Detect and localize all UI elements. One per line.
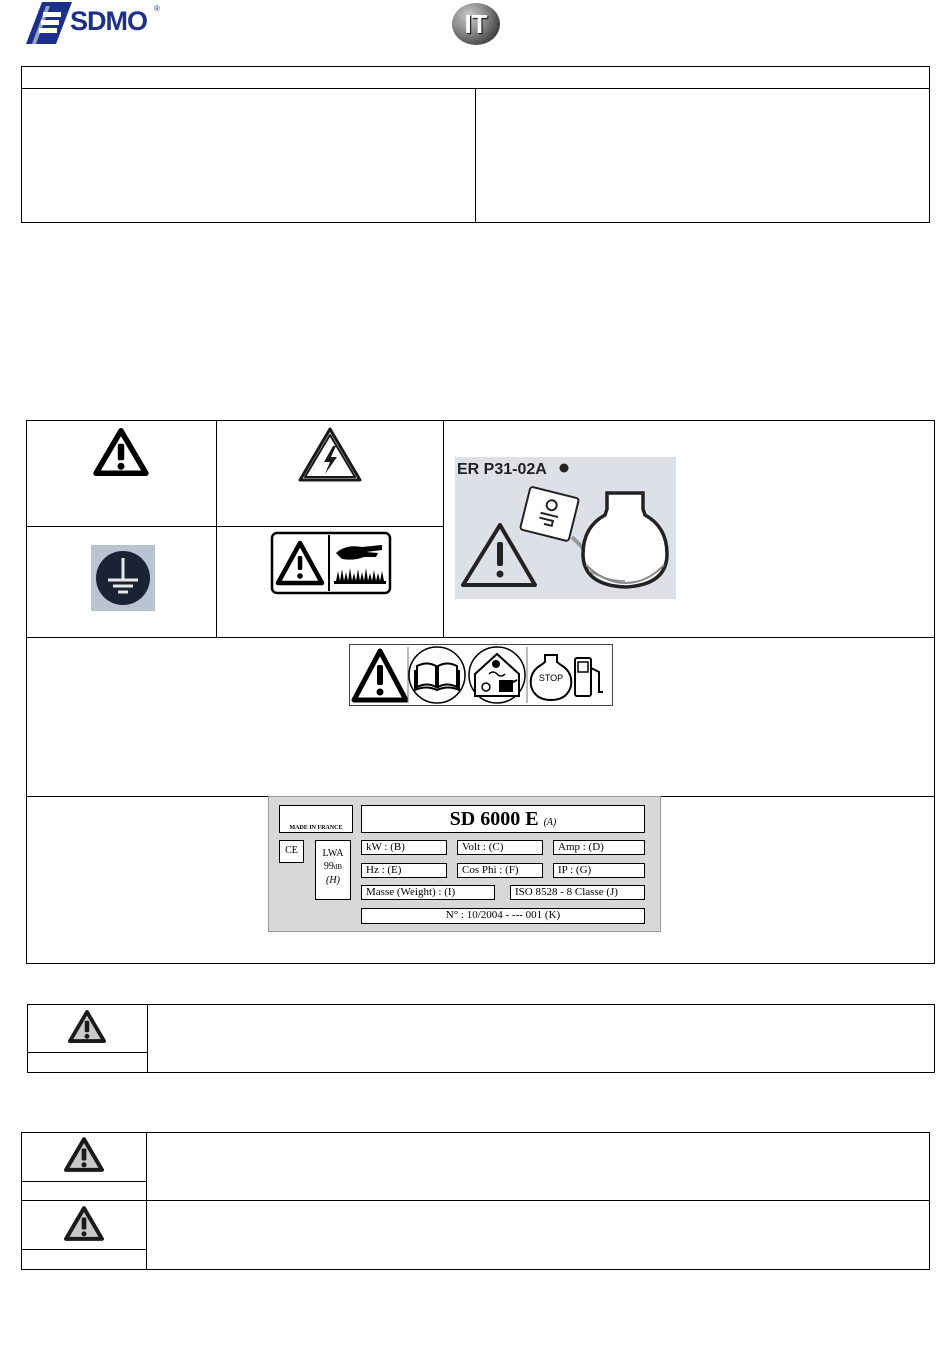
- logo-text: SDMO: [70, 6, 147, 36]
- hot-surface-icon: [270, 531, 392, 595]
- oil-level-hazard-label: [455, 457, 676, 599]
- cosphi-field: Cos Phi : (F): [457, 863, 543, 878]
- sdmo-logo: [26, 2, 166, 44]
- high-voltage-icon: [297, 426, 363, 484]
- symbols-divider-1: [216, 420, 217, 637]
- model-value: SD 6000 E: [449, 808, 539, 830]
- model-name: [361, 805, 645, 833]
- serial-field: N° : 10/2004 - --- 001 (K): [361, 908, 645, 924]
- warning-table-2-column: [146, 1132, 147, 1270]
- warning-table-2-row-b: [21, 1249, 146, 1250]
- symbols-divider-2: [443, 420, 444, 637]
- svg-text:STOP: STOP: [538, 673, 564, 683]
- hz-field: Hz : (E): [361, 863, 447, 878]
- symbols-row-divider-2: [26, 637, 935, 638]
- warning-table-2-row-a: [21, 1181, 146, 1182]
- safety-instructions-strip: [349, 644, 613, 706]
- lwa-value: 99: [323, 861, 334, 872]
- iso-field: ISO 8528 - 8 Classe (J): [510, 885, 645, 900]
- warning-triangle-icon: [93, 428, 149, 476]
- warning-triangle-icon: [64, 1206, 104, 1241]
- sound-power-level: [315, 840, 351, 900]
- label-code: ER P31-02A: [457, 461, 547, 478]
- earth-ground-icon: [91, 545, 155, 611]
- lwa-unit: dB: [333, 863, 343, 871]
- top-table-column-divider: [475, 88, 476, 223]
- warning-table-1-column: [147, 1004, 148, 1073]
- label-dot: [560, 464, 569, 473]
- amp-field: Amp : (D): [553, 840, 645, 855]
- ip-field: IP : (G): [553, 863, 645, 878]
- symbols-row-divider-1: [26, 526, 444, 527]
- logo-registered-mark: ®: [154, 4, 160, 13]
- kw-field: kW : (B): [361, 840, 447, 855]
- weight-field: Masse (Weight) : (I): [361, 885, 495, 900]
- logo-mark-icon: [26, 2, 72, 44]
- lwa-ref: (H): [326, 875, 340, 886]
- rating-plate: [268, 796, 661, 932]
- warning-table-1: [27, 1004, 935, 1073]
- read-manual-icon: [409, 647, 465, 703]
- warning-table-1-row: [27, 1052, 147, 1053]
- language-badge: IT: [452, 3, 500, 45]
- lwa-label: LWA: [322, 848, 344, 859]
- warning-triangle-icon: [64, 1137, 104, 1172]
- warning-triangle-icon: [68, 1010, 106, 1043]
- toxic-fumes-icon: [469, 647, 525, 703]
- made-in-label: MADE IN FRANCE: [279, 805, 353, 833]
- warning-table-2-divider: [21, 1200, 930, 1201]
- volt-field: Volt : (C): [457, 840, 543, 855]
- warning-table-2: [21, 1132, 930, 1270]
- ce-mark: CE: [279, 840, 304, 863]
- model-ref: (A): [543, 817, 557, 828]
